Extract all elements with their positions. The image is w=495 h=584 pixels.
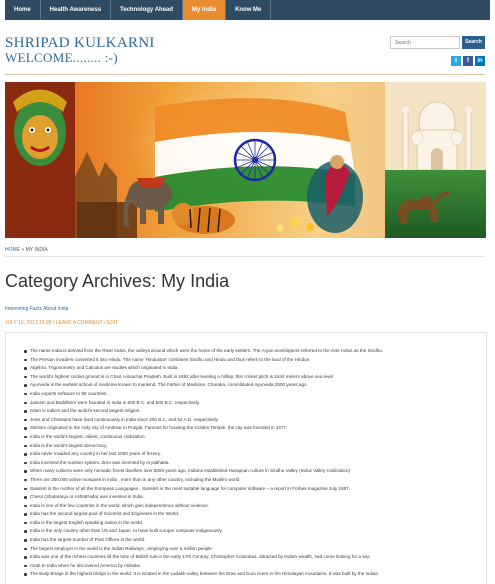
list-item: The largest employer in the world is the Indian Railways , employing over a million people (24, 545, 486, 554)
list-item: The Persian invaders converted it into Hindu. The name 'Hindustan' combines Sindhu and Hindu and thus refers to the land of the Hindus (24, 356, 486, 365)
list-item: India exports software to 90 countries. (24, 390, 486, 399)
search-button[interactable]: Search (462, 36, 485, 49)
nav-item-technology-ahead[interactable]: Technology Ahead (111, 0, 183, 20)
list-item: India never invaded any country in her last 1000 years of history. (24, 450, 486, 459)
list-item: India was one of the richest countries till the time of British rule in the early 17th Century. Christopher Columbus, attracted by India's wealth, had come looking for a sea (24, 553, 486, 562)
site-description: WELCOME........ :-) (5, 50, 118, 65)
list-item: When many cultures were only nomadic forest dwellers over 5000 years ago, Indians established Harappan culture in Sindhu Valley (Indus Valley Civilization) (24, 467, 486, 476)
archive-title: Category Archives: My India (5, 271, 230, 291)
list-item: India is the largest English speaking nation in the world. (24, 519, 486, 528)
header-banner-image (5, 82, 486, 238)
top-nav (5, 0, 490, 20)
list-item: India is the world's largest, oldest, continuous civilization. (24, 433, 486, 442)
list-item: India is the world's largest democracy. (24, 442, 486, 451)
list-item: Sikhism originated in the Holy city of Amritsar in Punjab. Famous for housing the Golden Temple, the city was founded in 1577. (24, 424, 486, 433)
post-content (5, 332, 487, 584)
list-item: India is one of the few countries in the world, which gain independence without violence. (24, 502, 486, 511)
list-item: Ayurveda is the earliest school of medicine known to mankind. The Father of Medicine, Charaka, consolidated Ayurveda 2500 years ago. (24, 381, 486, 390)
search-input[interactable] (390, 36, 460, 49)
list-item: India invented the number system. Zero was invented by Aryabhatta. (24, 459, 486, 468)
site-title[interactable]: SHRIPAD KULKARNI (5, 35, 155, 51)
list-item: The Baily Bridge is the highest bridge in the world. It is located in the Ladakh valley between the Dras and Suru rivers in the Himalayan mountains. It was built by the Indian (24, 570, 486, 579)
list-item: There are 300,000 active mosques in India , more than in any other country, including the Muslim world (24, 476, 486, 485)
search-form (390, 36, 485, 50)
list-item: Jews and Christians have lived continuously in India since 200 B.C. and 52 A.D. respectively (24, 416, 486, 425)
nav-item-my-india[interactable]: My India (183, 0, 226, 20)
breadcrumb-separator: » (21, 247, 25, 253)
post-meta (5, 320, 118, 326)
list-item: Sanskrit is the mother of all the European Languages . Sanskrit is the most suitable language for computer software – a report in Forbes magazine July 1987. (24, 485, 486, 494)
list-item: India is the only country other than US and Japan, to have built a super computer indigenously. (24, 527, 486, 536)
breadcrumb-current: MY INDIA (25, 247, 48, 253)
list-item: Algebra, Trigonometry and Calculus are studies which originated in India. (24, 364, 486, 373)
breadcrumb-divider (5, 256, 485, 257)
twitter-icon[interactable]: t (451, 56, 461, 66)
nav-item-health-awareness[interactable]: Health Awareness (41, 0, 111, 20)
india-collage-illustration (5, 82, 486, 238)
list-item: The name India is derived from the River Indus, the valleys around which were the home of the early settlers. The Aryan worshippers referred to the river Indus as the Sindhu. (24, 347, 486, 356)
facts-list (24, 347, 486, 579)
list-item: Islam is India's and the world's second largest religion. (24, 407, 486, 416)
meta-separator: / (104, 320, 106, 326)
linkedin-icon[interactable]: in (475, 56, 485, 66)
social-links (451, 56, 485, 66)
facebook-icon[interactable]: f (463, 56, 473, 66)
nav-item-home[interactable]: Home (5, 0, 41, 20)
breadcrumb (5, 247, 48, 253)
post-date[interactable]: JULY 10, 2013 15:28 (5, 320, 52, 326)
list-item: Chess (Shataranja or AshtaPada) was invented in India. (24, 493, 486, 502)
header-divider (5, 74, 485, 75)
list-item: The world's highest cricket ground is in Chail, Himachal Pradesh. Built in 1893 after leveling a hilltop, this cricket pitch is 2444 meters above sea level (24, 373, 486, 382)
leave-comment-link[interactable]: LEAVE A COMMENT (55, 320, 103, 326)
list-item: route to India when he discovered America by mistake. (24, 562, 486, 571)
breadcrumb-home-link[interactable]: HOME (5, 247, 20, 253)
list-item: India has the largest number of Post Offices in the world. (24, 536, 486, 545)
list-item: India has the second largest pool of Scientist and Engineers in the World. (24, 510, 486, 519)
nav-item-know-me[interactable]: Know Me (226, 0, 271, 20)
meta-separator: / (52, 320, 55, 326)
edit-link[interactable]: EDIT (106, 320, 119, 326)
post-title-link[interactable]: Interesting Facts About India (5, 306, 69, 312)
list-item: Jainism and Buddhism were founded in India in 600 B.C. and 500 B.C. respectively. (24, 399, 486, 408)
